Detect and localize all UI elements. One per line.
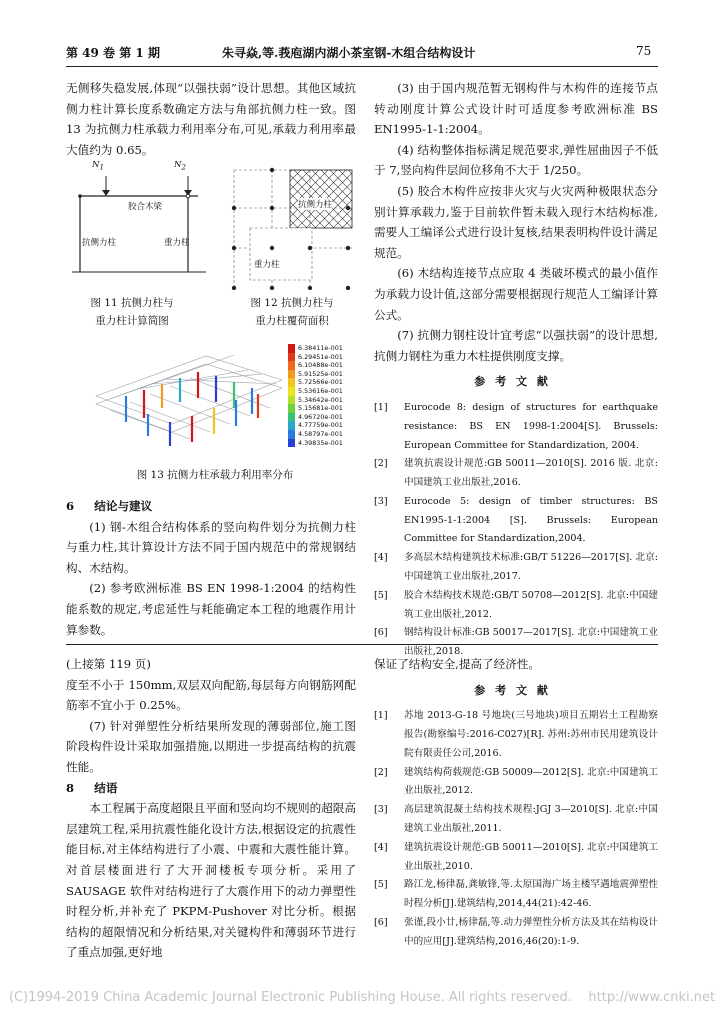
reference-number: [6]: [374, 627, 388, 639]
caption-line: 重力柱计算简图: [95, 315, 169, 327]
caption-line: 重力柱覆荷面积: [255, 315, 329, 327]
continued-note: (上接第 119 页): [66, 657, 151, 671]
paragraph: (7) 针对弹塑性分析结果所发现的薄弱部位,施工图阶段构件设计采取加强措施,以期进一步提高结构的抗震性能。: [66, 718, 356, 774]
reference-number: [2]: [374, 766, 388, 778]
paragraph: 本工程属于高度超限且平面和竖向均不规则的超限高层建筑工程,采用抗震性能化设计方法,根据设定的抗震性能目标,对主体结构进行了小震、中震和大震性能计算。对首层楼面进行了大开洞楼板专项分析。采用了 SAUSAGE 软件对结构进行了大震作用下的动力弹塑性时程分析,并补充了 PKPM-Pushover 对比分析。根据结构的超限情况和分析结果,对关键构件和薄弱环节进行了重点加强,更好地: [66, 801, 356, 960]
reference-number: [6]: [374, 916, 388, 928]
reference-number: [3]: [374, 804, 388, 816]
figure-13-model: [86, 336, 286, 456]
copyright-footer: [0, 990, 724, 1005]
figure-11-diagram: [70, 162, 210, 290]
reference-item: [374, 549, 658, 587]
legend-entry: [288, 344, 343, 353]
reference-text: 路江龙,杨律磊,龚敏锋,等.太原国海广场主楼罕遇地震弹塑性时程分析[J].建筑结构,2014,44(21):42-46.: [404, 879, 658, 910]
reference-item: [374, 399, 658, 455]
reference-list: [374, 399, 658, 662]
journal-issue: 第 49 卷 第 1 期: [66, 46, 160, 60]
legend-value: 4.39835e-001: [298, 438, 343, 447]
figure-11-caption: [72, 294, 192, 330]
load-label-n2: $N_2$: [174, 160, 186, 172]
figure-12-diagram: [230, 160, 354, 290]
legend-value: 4.77759e-001: [298, 421, 343, 430]
section-number: 8: [66, 780, 75, 795]
reference-number: [1]: [374, 710, 388, 722]
caption-line: 图 12 抗侧力柱与: [250, 297, 334, 309]
figure-13-legend: [288, 344, 343, 447]
conclusion-item: (4) 结构整体指标满足规范要求,弹性屈曲因子不低于 7,竖向构件层间位移角不大于 1/250。: [374, 142, 658, 178]
left-column-top: [66, 78, 356, 160]
reference-item: [374, 764, 658, 802]
section-title: 结论与建议: [94, 499, 153, 513]
legend-entry: [288, 404, 343, 413]
right-column-top: [374, 78, 658, 662]
reference-text: 建筑结构荷载规范:GB 50009—2012[S]. 北京:中国建筑工业出版社,2012.: [404, 766, 658, 797]
reference-text: 张谨,段小廿,杨律磊,等.动力弹塑性分析方法及其在结构设计中的应用[J].建筑结构,2016,46(20):1-9.: [404, 916, 658, 947]
legend-swatch: [288, 430, 295, 439]
legend-entry: [288, 353, 343, 362]
legend-swatch: [288, 344, 295, 353]
figure-12-caption: [232, 294, 352, 330]
reference-item: [374, 914, 658, 952]
header-rule: [66, 66, 658, 67]
legend-value: 6.29451e-001: [298, 352, 343, 361]
legend-entry: [288, 378, 343, 387]
legend-swatch: [288, 387, 295, 396]
legend-entry: [288, 439, 343, 448]
reference-text: 苏地 2013-G-18 号地块(三号地块)项目五期岩土工程勘察报告(勘察编号:2016-C027)[R]. 苏州:苏州市民用建筑设计院有限责任公司,2016.: [404, 710, 658, 759]
section-number: 6: [66, 499, 75, 513]
reference-number: [5]: [374, 879, 388, 891]
reference-number: [2]: [374, 458, 388, 470]
legend-entry: [288, 421, 343, 430]
paragraph: 保证了结构安全,提高了经济性。: [374, 657, 540, 671]
legend-swatch: [288, 404, 295, 413]
legend-swatch: [288, 396, 295, 405]
reference-number: [4]: [374, 552, 388, 564]
reference-text: 高层建筑混凝土结构技术规程:JGJ 3—2010[S]. 北京:中国建筑工业出版社,2011.: [404, 804, 658, 834]
reference-text: Eurocode 5: design of timber structures: BS EN1995-1-1:2004 [S]. Brussels: European Committee for Standardization,2004.: [404, 495, 658, 545]
conclusion-item: (2) 参考欧洲标准 BS EN 1998-1:2004 的结构性能系数的规定,考虑延性与耗能确定本工程的地震作用计算参数。: [66, 581, 356, 637]
section-heading: [66, 496, 356, 517]
reference-text: 胶合木结构技术规范:GB/T 50708—2012[S]. 北京:中国建筑工业出版社,2012.: [404, 589, 658, 620]
reference-number: [1]: [374, 401, 388, 413]
legend-value: 6.10488e-001: [298, 361, 343, 370]
legend-value: 4.96720e-001: [298, 412, 343, 421]
figure-13-caption: 图 13 抗侧力柱承载力利用率分布: [136, 469, 294, 481]
legend-entry: [288, 396, 343, 405]
reference-item: [374, 839, 658, 877]
conclusion-item: (5) 胶合木构件应按非火灾与火灾两种极限状态分别计算承载力,鉴于目前软件暂未载入现行木结构标准,需要人工编译公式进行设计复核,结果表明构件设计满足规范。: [374, 183, 658, 260]
reference-list: [374, 707, 658, 951]
paragraph: 度至不小于 150mm,双层双向配筋,每层每方向钢筋网配筋率不宜小于 0.25%。: [66, 677, 356, 713]
legend-value: 5.91525e-001: [298, 369, 343, 378]
reference-item: [374, 707, 658, 763]
reference-number: [3]: [374, 495, 388, 507]
legend-value: 5.15681e-001: [298, 404, 343, 413]
gravity-column-label: 重力柱: [164, 238, 190, 248]
bottom-right-column: [374, 654, 658, 952]
legend-swatch: [288, 353, 295, 362]
reference-text: 建筑抗震设计规范:GB 50011—2010[S]. 2016 版. 北京:中国建筑工业出版社,2016.: [404, 458, 658, 489]
section-6: [66, 496, 356, 640]
footer-url: http://www.cnki.net: [588, 990, 716, 1005]
legend-value: 5.53616e-001: [298, 386, 343, 395]
gravity-column-label: 重力柱: [254, 260, 280, 270]
section-heading: [66, 778, 356, 799]
lateral-column-label: 抗侧力柱: [298, 200, 333, 210]
legend-value: 4.58797e-001: [298, 429, 343, 438]
legend-value: 5.72566e-001: [298, 378, 343, 387]
reference-number: [4]: [374, 841, 388, 853]
legend-swatch: [288, 378, 295, 387]
caption-line: 图 11 抗侧力柱与: [90, 297, 174, 309]
reference-item: [374, 801, 658, 839]
lateral-column-label: 抗侧力柱: [82, 238, 117, 248]
legend-swatch: [288, 370, 295, 379]
legend-swatch: [288, 361, 295, 370]
legend-list: [288, 344, 343, 447]
conclusion-item: (6) 木结构连接节点应取 4 类破坏模式的最小值作为承载力设计值,这部分需要根据现行规范人工编译计算公式。: [374, 266, 658, 322]
conclusion-item: (7) 抗侧力钢柱设计宜考虑“以强扶弱”的设计思想,抗侧力钢柱为重力木柱提供刚度支撑。: [374, 328, 658, 363]
legend-swatch: [288, 421, 295, 430]
legend-entry: [288, 413, 343, 422]
copyright-text: (C)1994-2019 China Academic Journal Electronic Publishing House. All rights reserved.: [8, 990, 572, 1005]
beam-label: 胶合木梁: [128, 202, 163, 212]
conclusion-item: (1) 钢-木组合结构体系的竖向构件划分为抗侧力柱与重力柱,其计算设计方法不同于国内规范中的常规钢结构、木结构。: [66, 519, 356, 575]
legend-value: 5.34642e-001: [298, 395, 343, 404]
references-title: 参考文献: [474, 375, 558, 389]
legend-swatch: [288, 413, 295, 422]
reference-item: [374, 493, 658, 549]
legend-swatch: [288, 439, 295, 448]
reference-text: 钢结构设计标准:GB 50017—2017[S]. 北京:中国建筑工业出版社,2018.: [404, 627, 658, 658]
reference-item: [374, 455, 658, 493]
legend-entry: [288, 387, 343, 396]
conclusion-item: (3) 由于国内规范暂无钢构件与木构件的连接节点转动刚度计算公式设计时可适度参考欧洲标准 BS EN1995-1-1:2004。: [374, 81, 658, 137]
bottom-left-column: [66, 654, 356, 963]
reference-text: Eurocode 8: design of structures for earthquake resistance: BS EN 1998-1:2004[S]. Brussels: European Committee for Standardization, 2004.: [404, 401, 658, 451]
legend-entry: [288, 361, 343, 370]
section-title: 结语: [94, 780, 118, 795]
section-divider: [66, 644, 658, 645]
page-number: 75: [636, 44, 652, 58]
references-title: 参考文献: [474, 683, 558, 697]
reference-item: [374, 587, 658, 625]
reference-text: 建筑抗震设计规范:GB 50011—2010[S]. 北京:中国建筑工业出版社,2010.: [404, 841, 658, 872]
reference-item: [374, 876, 658, 914]
running-title: 朱寻焱,等.莪庖湖内湖小茶室钢-木组合结构设计: [222, 46, 476, 60]
reference-number: [5]: [374, 589, 388, 601]
reference-text: 多高层木结构建筑技术标准:GB/T 51226—2017[S]. 北京:中国建筑工业出版社,2017.: [404, 552, 658, 583]
paragraph: 无侧移失稳发展,体现“以强扶弱”设计思想。其他区域抗侧力柱计算长度系数确定方法与角部抗侧力柱一致。图 13 为抗侧力柱承载力利用率分布,可见,承载力利用率最大值约为 0.65。: [66, 81, 356, 157]
legend-entry: [288, 430, 343, 439]
legend-entry: [288, 370, 343, 379]
load-label-n1: $N_1$: [92, 160, 104, 172]
legend-value: 6.38411e-001: [298, 344, 343, 352]
